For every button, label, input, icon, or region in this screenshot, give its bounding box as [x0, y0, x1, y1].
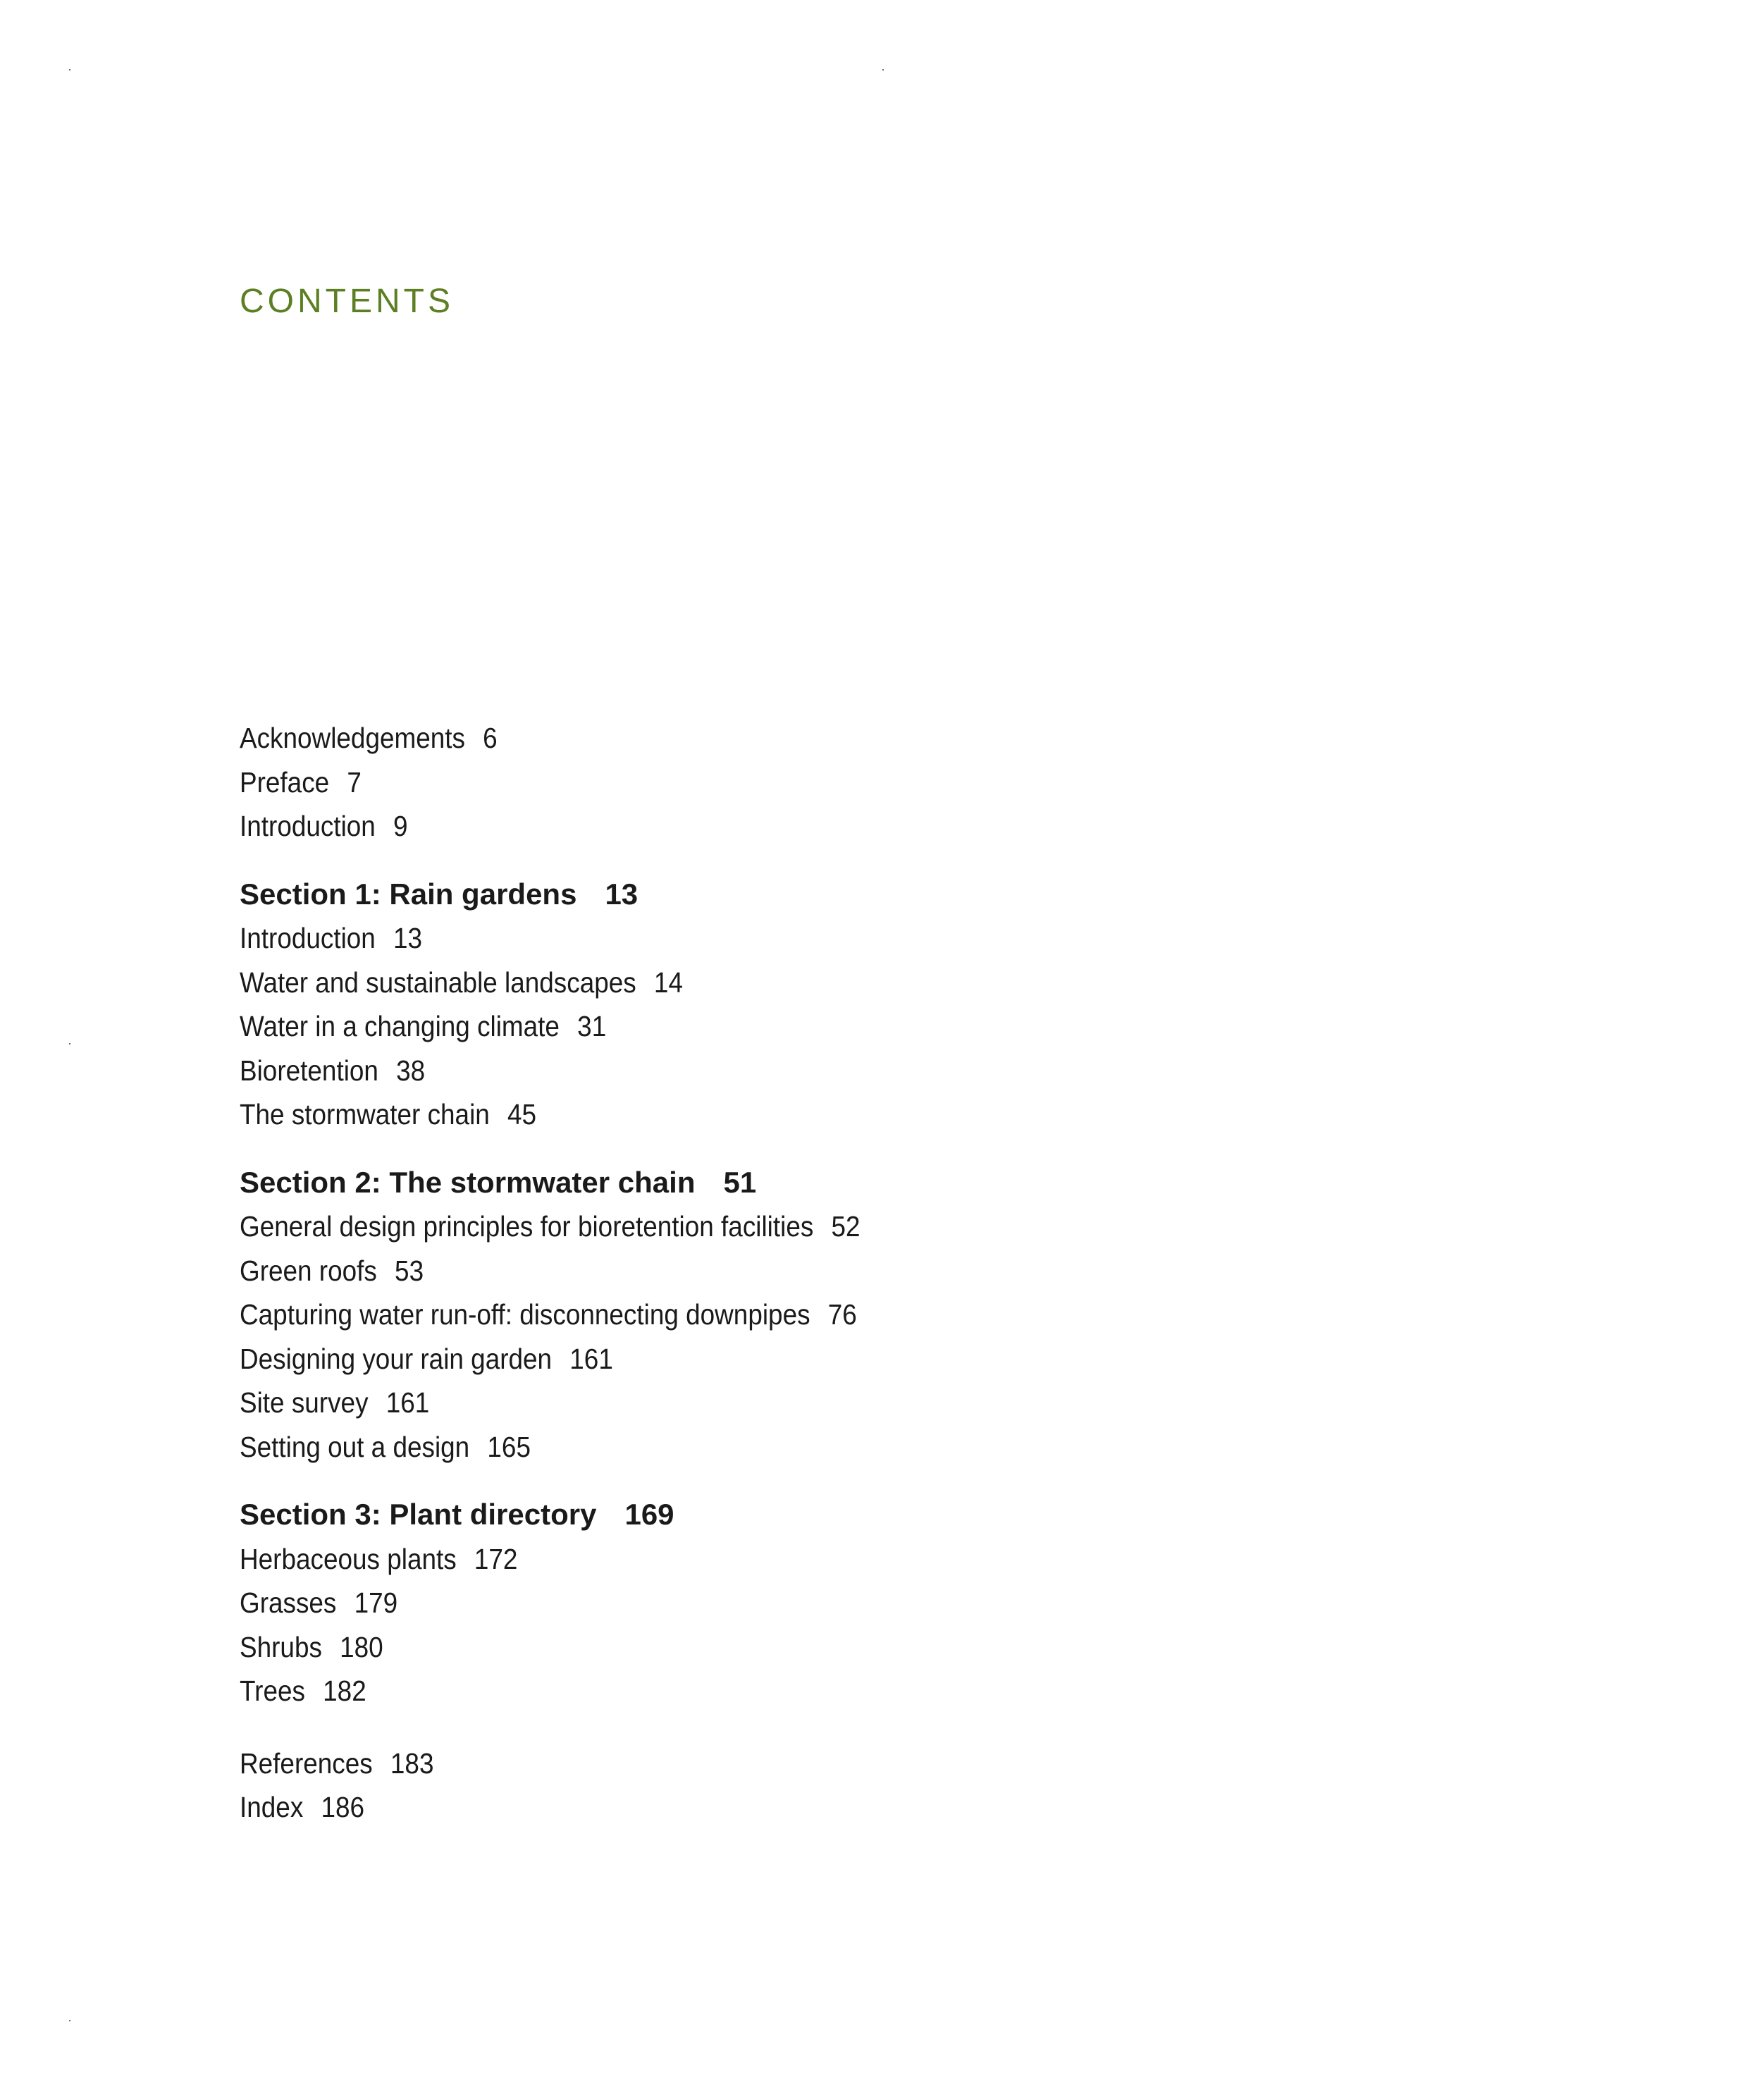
toc-entry[interactable]	[240, 1537, 1445, 1582]
toc-group-front-matter	[240, 716, 1579, 849]
toc-entry[interactable]	[240, 1581, 1445, 1625]
toc-entry[interactable]	[240, 1425, 1445, 1469]
toc-entry-page: 6	[483, 722, 498, 754]
toc-entry[interactable]	[240, 1249, 1445, 1293]
toc-entry-page: 14	[653, 966, 683, 999]
toc-entry-page: 180	[340, 1630, 383, 1663]
toc-section-page: 169	[624, 1498, 674, 1531]
toc-entry[interactable]	[240, 1049, 1445, 1093]
toc-group-back-matter	[240, 1742, 1579, 1830]
toc-entry-page: 165	[487, 1430, 531, 1463]
toc-entry[interactable]	[240, 1337, 1445, 1381]
toc-section-page: 13	[605, 877, 639, 911]
toc-entry[interactable]	[240, 1625, 1445, 1670]
crop-mark	[69, 69, 70, 70]
toc-entry-page: 53	[395, 1254, 424, 1287]
toc-entry-title: Water in a changing climate	[240, 1010, 560, 1042]
toc-section-heading[interactable]	[240, 1161, 1579, 1205]
toc-entry-page: 183	[390, 1746, 434, 1780]
toc-entry-page: 13	[393, 922, 423, 954]
toc-entry[interactable]	[240, 961, 1445, 1005]
page-title: CONTENTS	[240, 283, 454, 320]
toc-entry-title: General design principles for bioretention facilities	[240, 1210, 814, 1243]
toc-section-title: Section 2: The stormwater chain	[240, 1165, 696, 1199]
toc-entry[interactable]	[240, 1204, 1445, 1249]
toc-entry[interactable]	[240, 1785, 1445, 1830]
crop-mark	[882, 69, 884, 70]
toc-group-section-2	[240, 1161, 1579, 1469]
toc-entry[interactable]	[240, 916, 1445, 961]
toc-entry-title: Introduction	[240, 922, 376, 954]
toc-entry-title: Introduction	[240, 810, 376, 842]
toc-entry-page: 7	[347, 765, 362, 799]
toc-entry-page: 161	[569, 1342, 613, 1375]
toc-entry-page: 172	[474, 1542, 518, 1575]
crop-mark	[69, 2020, 70, 2021]
toc-section-title: Section 1: Rain gardens	[240, 877, 577, 911]
toc-entry[interactable]	[240, 804, 1445, 849]
toc-entry[interactable]	[240, 760, 1445, 805]
toc-entry-title: References	[240, 1746, 373, 1780]
toc-entry-title: Index	[240, 1791, 304, 1823]
toc-entry-page: 161	[386, 1386, 430, 1419]
toc-group-section-1	[240, 873, 1579, 1137]
toc-entry-title: Setting out a design	[240, 1430, 470, 1463]
toc-entry-page: 76	[827, 1298, 857, 1331]
toc-entry[interactable]	[240, 716, 1445, 760]
toc-entry[interactable]	[240, 1669, 1445, 1713]
toc-entry-title: Green roofs	[240, 1254, 377, 1287]
toc-entry[interactable]	[240, 1004, 1445, 1049]
toc-entry[interactable]	[240, 1293, 1445, 1337]
toc-entry[interactable]	[240, 1742, 1445, 1786]
toc-section-page: 51	[723, 1165, 757, 1199]
table-of-contents	[240, 716, 1579, 1854]
toc-entry-title: Water and sustainable landscapes	[240, 966, 636, 999]
toc-entry-page: 45	[507, 1098, 537, 1130]
toc-entry-title: Site survey	[240, 1386, 369, 1419]
toc-entry-page: 182	[323, 1675, 366, 1707]
toc-entry-title: Preface	[240, 765, 330, 799]
toc-entry-page: 9	[393, 810, 408, 842]
toc-entry-title: Acknowledgements	[240, 722, 465, 754]
toc-entry-title: Herbaceous plants	[240, 1542, 457, 1575]
toc-group-section-3	[240, 1493, 1579, 1713]
toc-entry-page: 31	[577, 1010, 607, 1042]
toc-entry-title: Designing your rain garden	[240, 1342, 553, 1375]
toc-entry-title: Trees	[240, 1675, 305, 1707]
toc-entry-page: 186	[321, 1791, 365, 1823]
toc-entry-page: 38	[396, 1054, 426, 1087]
toc-section-heading[interactable]	[240, 1493, 1579, 1537]
toc-entry[interactable]	[240, 1092, 1445, 1137]
toc-section-title: Section 3: Plant directory	[240, 1498, 597, 1531]
toc-entry-title: Grasses	[240, 1586, 337, 1619]
toc-entry-page: 179	[354, 1586, 398, 1619]
toc-entry-title: Shrubs	[240, 1630, 322, 1663]
toc-entry[interactable]	[240, 1381, 1445, 1425]
toc-section-heading[interactable]	[240, 873, 1579, 917]
toc-entry-page: 52	[831, 1210, 861, 1243]
toc-entry-title: The stormwater chain	[240, 1098, 490, 1130]
crop-mark	[69, 1043, 70, 1044]
toc-entry-title: Bioretention	[240, 1054, 378, 1087]
toc-entry-title: Capturing water run-off: disconnecting downpipes	[240, 1298, 810, 1331]
